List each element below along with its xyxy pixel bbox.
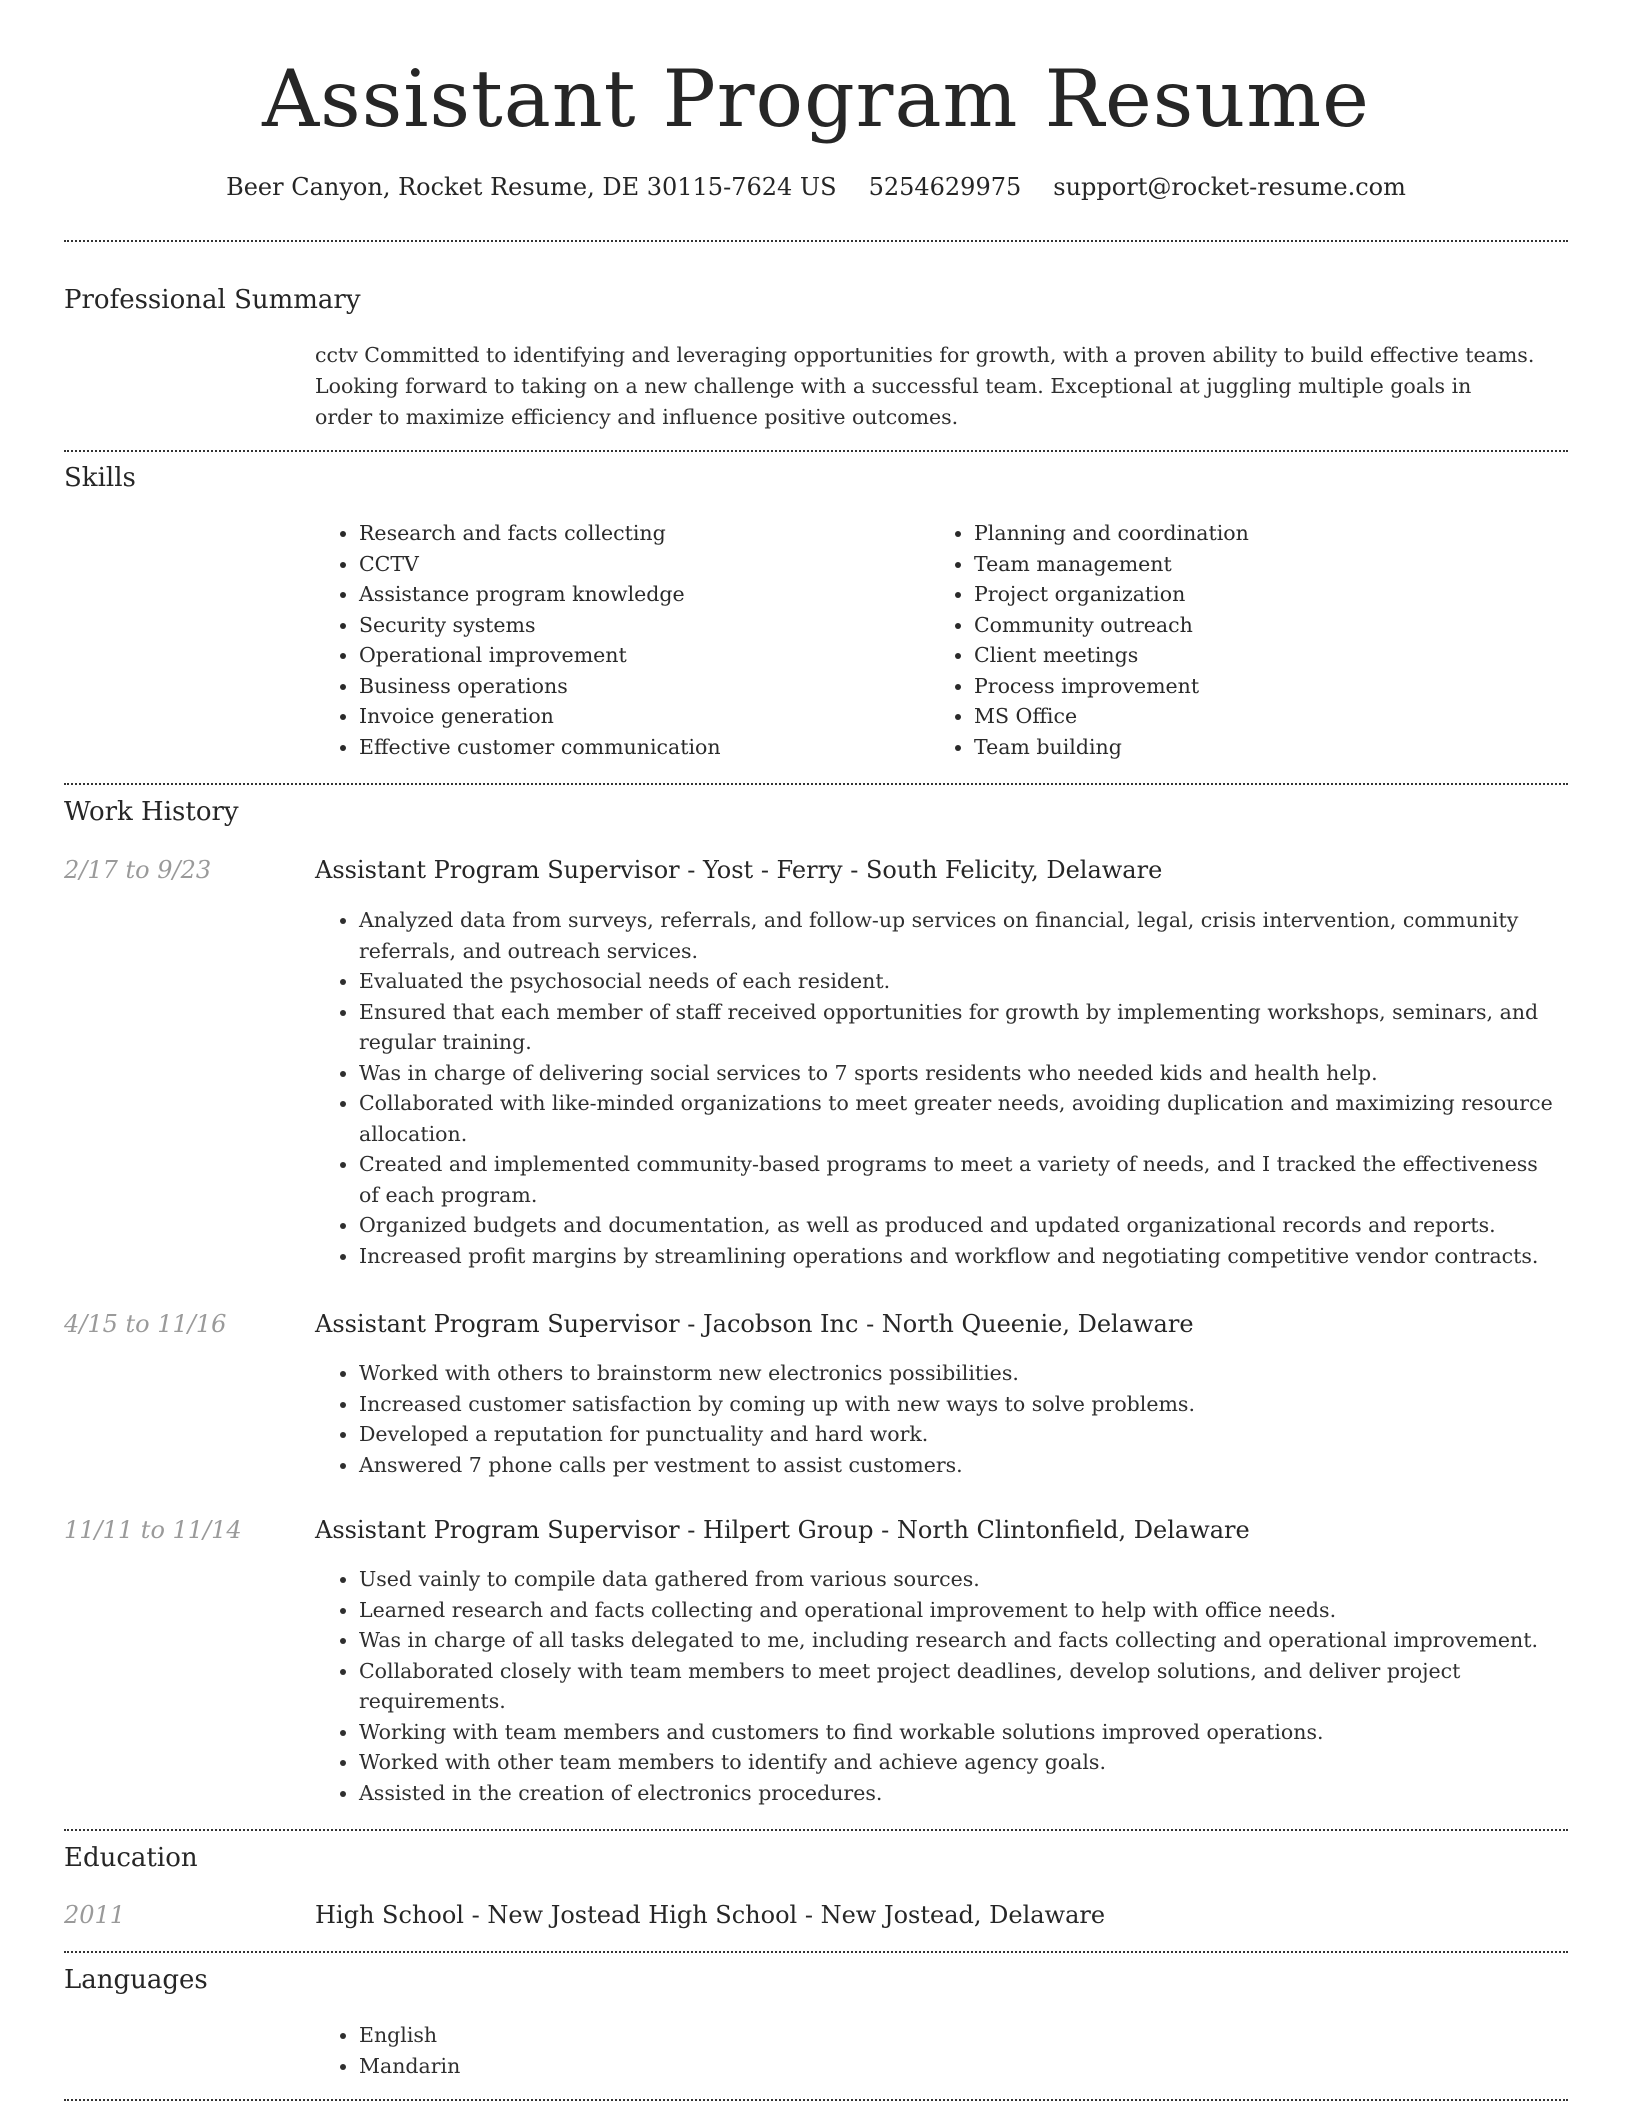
languages-heading: Languages [64,1965,208,1995]
job-bullet: • Used vainly to compile data gathered from various sources. [359,1564,1555,1595]
job-bullet: • Ensured that each member of staff received opportunities for growth by implementing workshops, seminars, and regular training. [359,997,1555,1058]
skill-item: • CCTV [359,549,915,580]
contact-email: support@rocket-resume.com [1053,173,1406,201]
skill-item: • Planning and coordination [974,518,1530,549]
section-divider [64,1951,1568,1953]
job-bullet: • Assisted in the creation of electronics procedures. [359,1778,1555,1809]
job-bullet: • Collaborated with like-minded organizations to meet greater needs, avoiding duplication and maximizing resource allocation. [359,1088,1555,1149]
skills-left-column [315,518,915,762]
summary-text: cctv Committed to identifying and leveraging opportunities for growth, with a proven ability to build effective teams. Looking forward to taking on a new challenge with a successful team. Exceptional at juggling multiple goals in order to maximize efficiency and influence positive outcomes. [315,343,1535,429]
language-item: • English [359,2020,1555,2051]
job-bullets [315,1358,1555,1480]
contact-line [0,173,1632,201]
skill-item: • Invoice generation [359,701,915,732]
section-divider [64,1829,1568,1831]
job-bullet: • Was in charge of delivering social services to 7 sports residents who needed kids and health help. [359,1058,1555,1089]
job-bullet: • Analyzed data from surveys, referrals, and follow-up services on financial, legal, crisis intervention, community referrals, and outreach services. [359,905,1555,966]
skill-item: • Security systems [359,610,915,641]
skill-item: • Team management [974,549,1530,580]
job-bullet: • Working with team members and customers to find workable solutions improved operations. [359,1717,1555,1748]
skill-item: • Operational improvement [359,640,915,671]
job-bullet: • Organized budgets and documentation, as well as produced and updated organizational records and reports. [359,1210,1555,1241]
job-bullet: • Was in charge of all tasks delegated to me, including research and facts collecting and operational improvement. [359,1625,1555,1656]
skill-item: • Project organization [974,579,1530,610]
job-bullet: • Answered 7 phone calls per vestment to assist customers. [359,1450,1555,1481]
skill-item: • Team building [974,732,1530,763]
job-bullets [315,1564,1555,1808]
job-bullet: • Evaluated the psychosocial needs of each resident. [359,966,1555,997]
education-year: 2011 [64,1901,126,1929]
job-bullet: • Developed a reputation for punctuality and hard work. [359,1419,1555,1450]
job-bullet: • Increased profit margins by streamlining operations and workflow and negotiating competitive vendor contracts. [359,1241,1555,1272]
education-entry: High School - New Jostead High School - New Jostead, Delaware [315,1901,1106,1929]
job-dates: 2/17 to 9/23 [64,856,212,884]
contact-address: Beer Canyon, Rocket Resume, DE 30115-7624 US [226,173,837,201]
job-bullet: • Worked with others to brainstorm new electronics possibilities. [359,1358,1555,1389]
job-title: Assistant Program Supervisor - Jacobson Inc - North Queenie, Delaware [315,1310,1194,1338]
languages-list [315,2020,1555,2081]
job-bullet: • Collaborated closely with team members to meet project deadlines, develop solutions, and deliver project requirements. [359,1656,1555,1717]
skills-right-column [930,518,1530,762]
language-item: • Mandarin [359,2051,1555,2082]
summary-heading: Professional Summary [64,285,361,315]
job-bullets [315,905,1555,1271]
section-divider [64,450,1568,452]
skill-item: • Business operations [359,671,915,702]
education-heading: Education [64,1843,198,1873]
skill-item: • Client meetings [974,640,1530,671]
job-title: Assistant Program Supervisor - Yost - Ferry - South Felicity, Delaware [315,856,1163,884]
job-dates: 4/15 to 11/16 [64,1310,227,1338]
contact-phone: 5254629975 [868,173,1022,201]
work-history-heading: Work History [64,797,239,827]
resume-title: Assistant Program Resume [262,53,1370,145]
skill-item: • Assistance program knowledge [359,579,915,610]
job-bullet: • Learned research and facts collecting and operational improvement to help with office needs. [359,1595,1555,1626]
skill-item: • Research and facts collecting [359,518,915,549]
section-divider [64,2099,1568,2101]
job-title: Assistant Program Supervisor - Hilpert Group - North Clintonfield, Delaware [315,1516,1250,1544]
skills-heading: Skills [64,463,136,493]
job-bullet: • Created and implemented community-based programs to meet a variety of needs, and I tracked the effectiveness of each program. [359,1149,1555,1210]
skill-item: • Process improvement [974,671,1530,702]
section-divider [64,783,1568,785]
job-bullet: • Worked with other team members to identify and achieve agency goals. [359,1747,1555,1778]
section-divider [64,240,1568,242]
job-dates: 11/11 to 11/14 [64,1516,242,1544]
skill-item: • MS Office [974,701,1530,732]
skill-item: • Community outreach [974,610,1530,641]
job-bullet: • Increased customer satisfaction by coming up with new ways to solve problems. [359,1389,1555,1420]
skill-item: • Effective customer communication [359,732,915,763]
